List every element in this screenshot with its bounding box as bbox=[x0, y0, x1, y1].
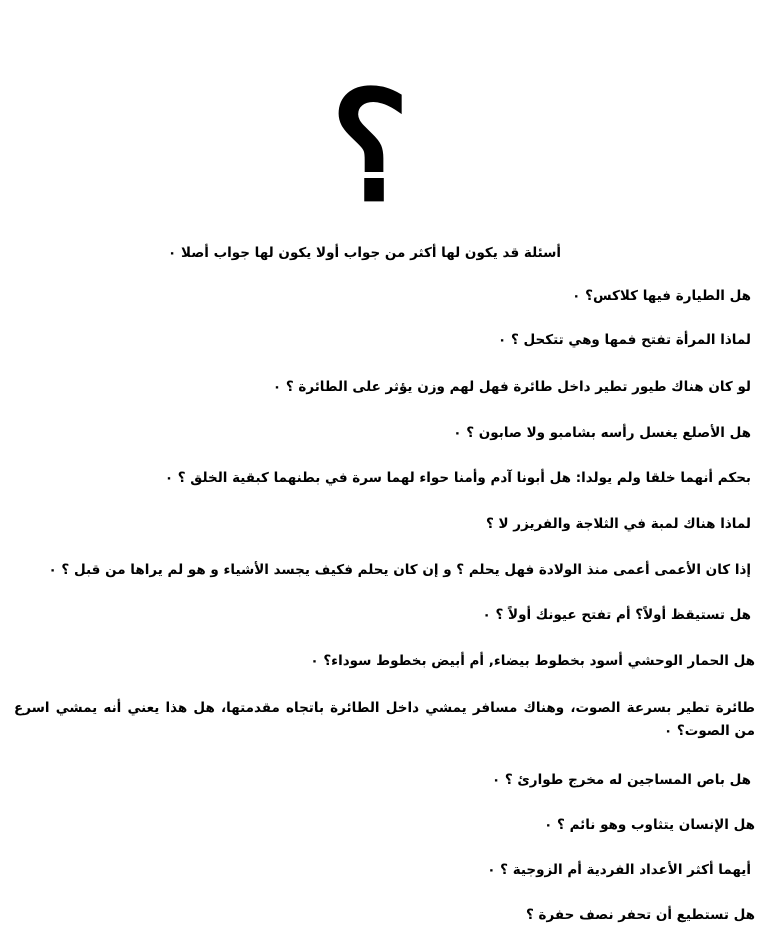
question-item: هل الطيارة فيها كلاكس؟ ٠ bbox=[572, 288, 751, 304]
question-item: طائرة تطير بسرعة الصوت، وهناك مسافر يمشي داخل الطائرة باتجاه مقدمتها، هل هذا يعني أنه يمشي اسرع من الصوت؟ ٠ bbox=[14, 700, 755, 739]
question-item: أيهما أكثر الأعداد الفردية أم الزوجية ؟ ٠ bbox=[487, 862, 751, 878]
question-item: لماذا المرأة تفتح فمها وهي تتكحل ؟ ٠ bbox=[498, 332, 751, 348]
question-item: هل الإنسان يتثاوب وهو نائم ؟ ٠ bbox=[544, 817, 755, 833]
question-item: إذا كان الأعمى أعمى منذ الولادة فهل يحلم ؟ و إن كان يحلم فكيف يجسد الأشياء و هو لم يراها من قبل ؟ ٠ bbox=[48, 562, 751, 578]
question-item: هل تستيقظ أولاً؟ أم تفتح عيونك أولاً ؟ ٠ bbox=[482, 607, 751, 623]
intro-line: أسئلة قد يكون لها أكثر من جواب أولا يكون لها جواب أصلا ٠ bbox=[168, 245, 561, 261]
question-item: لماذا هناك لمبة في الثلاجة والفريزر لا ؟ bbox=[486, 516, 751, 532]
question-item: بحكم أنهما خلقا ولم يولدا: هل أبونا آدم وأمنا حواء لهما سرة في بطنهما كبقية الخلق ؟ ٠ bbox=[164, 470, 751, 486]
question-item: لو كان هناك طيور تطير داخل طائرة فهل لهم وزن يؤثر على الطائرة ؟ ٠ bbox=[272, 379, 751, 395]
question-mark-glyph: ؟ bbox=[330, 59, 410, 235]
question-item: هل الحمار الوحشي أسود بخطوط بيضاء, أم أبيض بخطوط سوداء؟ ٠ bbox=[310, 653, 755, 669]
question-item: هل الأصلع يغسل رأسه بشامبو ولا صابون ؟ ٠ bbox=[453, 425, 751, 441]
question-item: هل تستطيع أن تحفر نصف حفرة ؟ bbox=[526, 907, 755, 923]
question-item: هل باص المساجين له مخرج طوارئ ؟ ٠ bbox=[491, 772, 751, 788]
